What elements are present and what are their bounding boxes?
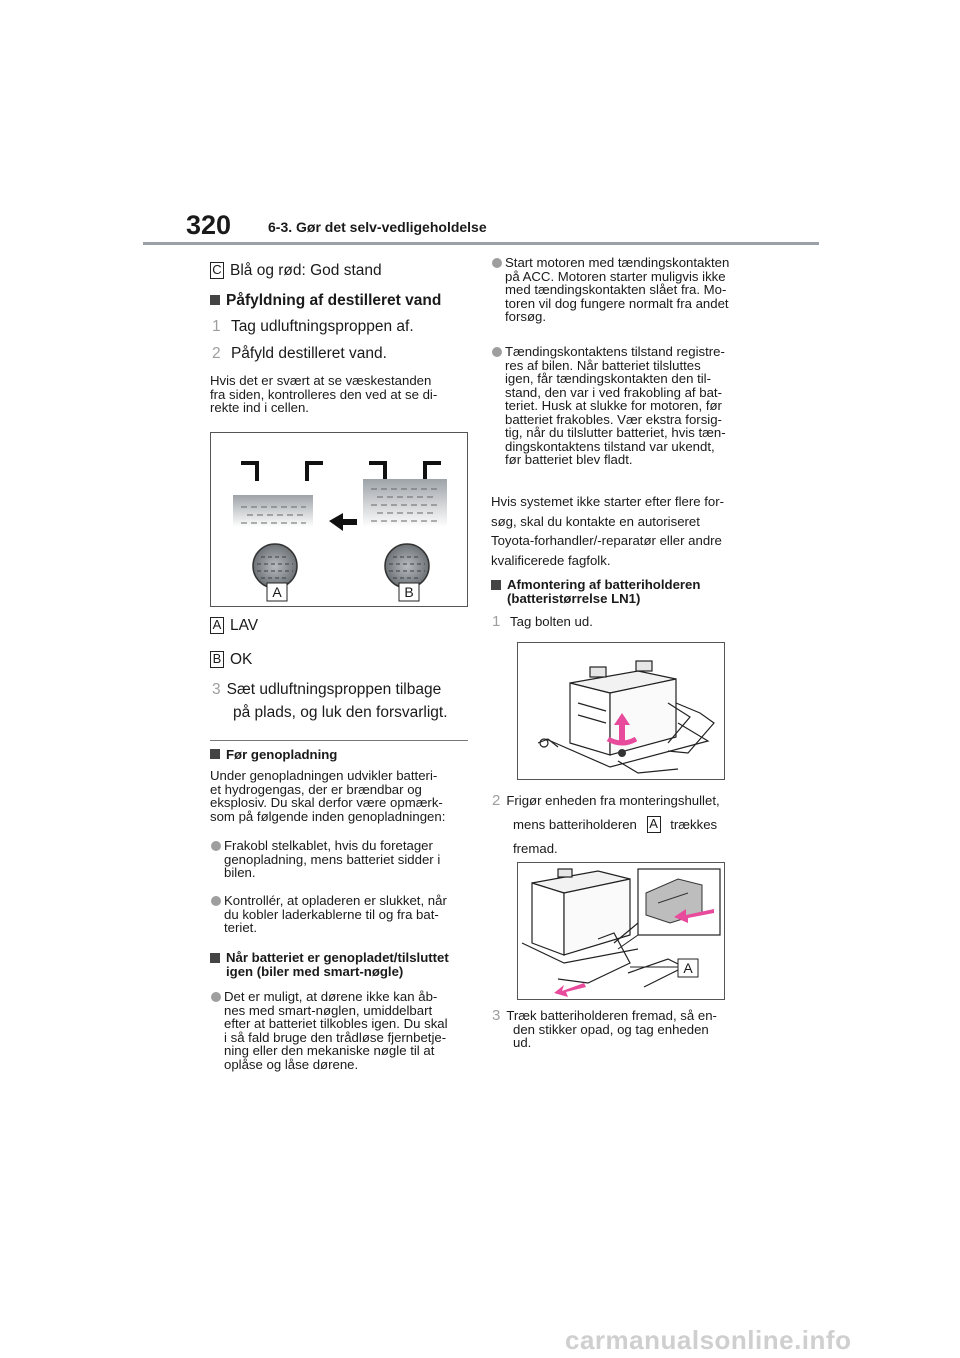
step-2-number: 2 (212, 345, 221, 362)
bullet-line: Frakobl stelkablet, hvis du foretager (224, 838, 433, 853)
label-b: B (210, 651, 224, 668)
before-charging-body (210, 769, 470, 823)
bullet-line: teriet. Husk at slukke for motoren, før (505, 398, 722, 413)
heading-line: Når batteriet er genopladet/tilsluttet (226, 950, 449, 965)
bullet-dot-icon (211, 841, 221, 851)
remove-step-2-number: 2 (492, 792, 501, 809)
bullet-line: Det er muligt, at dørene ikke kan åb- (224, 989, 438, 1004)
remove-step-1 (492, 615, 593, 629)
bullet-line: dingskontaktens tilstand var ukendt, (505, 438, 715, 454)
battery-bolt-illustration (518, 643, 724, 779)
bullet-dot-icon (492, 347, 502, 357)
bullet-line: tig, når du tilslutter batteriet, hvis tæn- (505, 425, 726, 440)
bullet-line: Start motoren med tændingskontakten (505, 255, 730, 270)
figure-label-a: A (272, 584, 282, 600)
bullet-dot-icon (211, 992, 221, 1002)
para-line: kvalificerede fagfolk. (491, 552, 611, 568)
section-divider (210, 740, 468, 741)
hint-line: Hvis det er svært at se væskestanden (210, 373, 432, 388)
remove-step-1-number: 1 (492, 613, 501, 630)
a-text: LAV (230, 617, 259, 634)
bullet-line: bilen. (224, 865, 256, 880)
heading-line: igen (biler med smart-nøgle) (226, 963, 404, 979)
remove-step-3-number: 3 (492, 1007, 501, 1024)
square-bullet-icon (210, 295, 220, 305)
body-line: et hydrogengas, der er brændbar og (210, 781, 422, 797)
para-line: Hvis systemet ikke starter efter flere for- (491, 494, 725, 509)
figure-label-a-holder: A (683, 960, 693, 976)
step-3-number: 3 (212, 681, 221, 698)
bullet-line: stand, den var i ved frakobling af bat- (505, 384, 722, 400)
b-caption (210, 651, 252, 669)
bullet-line: på ACC. Motoren starter muligvis ikke (505, 268, 726, 284)
step-3 (212, 681, 472, 722)
remove-step-2-line-3: fremad. (513, 841, 558, 856)
remove-step-2-line-2a: mens batteriholderen (513, 817, 637, 832)
before-bullet-2 (210, 894, 472, 935)
square-bullet-icon (210, 953, 220, 963)
recharged-heading (210, 951, 472, 978)
bullet-dot-icon (492, 258, 502, 268)
step-1-text: Tag udluftningsproppen af. (230, 318, 414, 335)
dealer-paragraph (491, 492, 761, 570)
bullet-line: batteriet frakobles. Vær ekstra forsig- (505, 411, 722, 427)
remove-step-3-line-2: den stikker opad, og tag enheden (513, 1021, 709, 1037)
bullet-line: oplåse og låse dørene. (224, 1056, 359, 1072)
bullet-line: med tændingskontakten slået fra. Mo- (505, 282, 727, 297)
bullet-line: du kobler laderkablerne til og fra bat- (224, 906, 439, 922)
hint-line: rekte ind i cellen. (210, 400, 309, 415)
square-bullet-icon (491, 580, 501, 590)
bullet-line: ning eller den mekaniske nøgle til at (224, 1043, 435, 1058)
before-charging-heading: Før genopladning (226, 747, 338, 762)
before-charging-heading-line (210, 748, 337, 762)
step-3-line-1: Sæt udluftningsproppen tilbage (226, 681, 442, 698)
step-2-text: Påfyld destilleret vand. (230, 345, 387, 362)
label-c: C (210, 262, 224, 279)
page-number: 320 (186, 210, 232, 240)
heading-line: Afmontering af batteriholderen (507, 577, 701, 592)
bullet-line: toren vil dog fungere normalt fra andet (505, 295, 729, 311)
bullet-line: Kontrollér, at opladeren er slukket, når (224, 893, 447, 908)
hint-paragraph (210, 374, 470, 415)
figure-label-b: B (404, 584, 414, 600)
watermark: carmanualsonline.info (565, 1325, 852, 1355)
bullet-line: igen, får tændingskontakten den til- (505, 371, 711, 386)
bullet-dot-icon (211, 896, 221, 906)
bullet-line: genopladning, mens batteriet sidder i (224, 851, 441, 867)
remove-step-3 (492, 1009, 758, 1050)
step-1-number: 1 (212, 318, 221, 335)
heading-line: (batteristørrelse LN1) (507, 590, 641, 606)
hint-line: fra siden, kontrolleres den ved at se di- (210, 386, 438, 402)
right-bullet-1 (491, 256, 757, 324)
battery-holder-illustration (518, 863, 724, 999)
refill-heading-line (210, 292, 441, 310)
para-line: søg, skal du kontakte en autoriseret (491, 513, 700, 529)
bullet-line: Tændingskontaktens tilstand registre- (505, 344, 725, 359)
step-1 (212, 318, 414, 336)
water-level-illustration (211, 433, 467, 606)
body-line: som på følgende inden genopladningen: (210, 808, 446, 824)
water-level-figure (210, 432, 468, 607)
bullet-line: før batteriet blev fladt. (505, 452, 633, 467)
a-caption (210, 617, 258, 635)
remove-step-3-line-3: ud. (513, 1035, 532, 1050)
body-line: eksplosiv. Du skal derfor være opmærk- (210, 795, 443, 810)
body-line: Under genopladningen udvikler batteri- (210, 768, 438, 783)
c-condition-line (210, 262, 382, 280)
step-2 (212, 345, 387, 363)
refill-heading: Påfyldning af destilleret vand (226, 292, 442, 309)
bullet-line: res af bilen. Når batteriet tilsluttes (505, 357, 701, 373)
recharged-bullet (210, 990, 472, 1071)
remove-step-3-line-1: Træk batteriholderen fremad, så en- (506, 1008, 717, 1023)
remove-step-2 (492, 790, 758, 860)
square-bullet-icon (210, 749, 220, 759)
remove-step-1-text: Tag bolten ud. (510, 614, 593, 629)
header-rule (143, 242, 819, 245)
bolt-removal-figure (517, 642, 725, 780)
c-text: Blå og rød: God stand (230, 262, 382, 279)
remove-holder-heading (491, 578, 757, 605)
step-3-line-2: på plads, og luk den forsvarligt. (233, 704, 448, 721)
bullet-line: teriet. (224, 920, 257, 935)
remove-step-2-line-2b: trækkes (670, 817, 718, 832)
bullet-line: efter at batteriet tilkobles igen. Du skal (224, 1016, 448, 1031)
bullet-line: i så fald bruge den trådløse fjernbetje- (224, 1029, 447, 1045)
bullet-line: forsøg. (505, 309, 547, 324)
para-line: Toyota-forhandler/-reparatør eller andre (491, 533, 722, 548)
holder-release-figure (517, 862, 725, 1000)
section-title: 6-3. Gør det selv-vedligeholdelse (268, 219, 487, 235)
label-a: A (210, 617, 224, 634)
right-bullet-2 (491, 345, 757, 467)
remove-step-2-line-1: Frigør enheden fra monteringshullet, (506, 793, 720, 808)
bullet-line: nes med smart-nøglen, umiddelbart (224, 1002, 433, 1018)
before-bullet-1 (210, 839, 472, 880)
b-text: OK (230, 651, 253, 668)
label-a-inline: A (647, 816, 661, 833)
